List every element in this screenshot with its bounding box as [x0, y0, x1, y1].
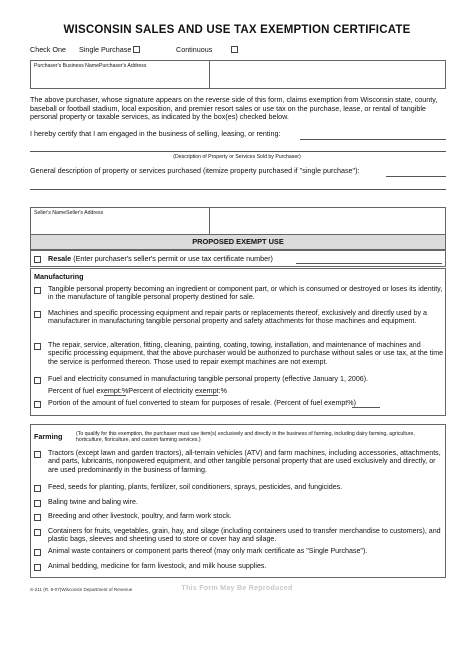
percent-steam-input[interactable] [352, 407, 380, 408]
manufacturing-checkbox-repair[interactable] [34, 343, 41, 350]
farming-note: (To qualify for this exemption, the purchaser must use item(s) exclusively and directly in the business of farming, including dairy farming, agriculture, horticulture, floriculture, and custom farming services.) [76, 431, 415, 444]
farming-checkbox-tractors[interactable] [34, 451, 41, 458]
farming-checkbox-bedding[interactable] [34, 564, 41, 571]
manufacturing-item-machines: Machines and specific processing equipment and repair parts or replacements thereof, exclusively and directly used by a manufacturer in manufacturing tangible personal property and safety attachments for those machines and equipment. [48, 309, 427, 326]
seller-box-label: Seller's NameSeller's Address [34, 210, 104, 216]
seller-address-field[interactable] [209, 207, 447, 235]
farming-item-bedding: Animal bedding, medicine for farm livestock, and milk house supplies. [48, 562, 267, 570]
percent-fuel-line: Percent of fuel exempt:%Percent of electricity exempt:% [48, 386, 227, 395]
manufacturing-checkbox-steam[interactable] [34, 401, 41, 408]
single-purchase-label: Single Purchase [79, 45, 132, 54]
manufacturing-item-fuel: Fuel and electricity consumed in manufacturing tangible personal property (effective January 1, 2006). [48, 375, 369, 383]
general-description-input[interactable] [386, 176, 446, 177]
farming-checkbox-containers[interactable] [34, 529, 41, 536]
form-number: S-211 (R. 9-07)Wisconsin Department of Revenue [30, 587, 133, 592]
farming-item-tractors: Tractors (except lawn and garden tractors), all-terrain vehicles (ATV) and farm machines, including accessories, attachments, and parts, lubricants, nonpowered equipment, and other tangible personal property that are used exclusively and directly, or are used predominantly in the business of farming. [48, 449, 441, 474]
percent-electricity-input[interactable] [196, 395, 218, 396]
farming-checkbox-livestock[interactable] [34, 514, 41, 521]
certify-caption: (Description of Property or Services Sold by Purchaser) [173, 154, 301, 160]
farming-heading: Farming [34, 432, 63, 441]
intro-paragraph: The above purchaser, whose signature appears on the reverse side of this form, claims exemption from Wisconsin state, county, baseball or football stadium, local exposition, and premier resort sales or use tax on the purchase, lease, or rental of tangible personal property or taxable services, as indicated by the box(es) checked below. [30, 95, 438, 122]
business-description-input[interactable] [300, 139, 446, 140]
purchaser-box-label: Purchaser's Business NamePurchaser's Address [34, 63, 147, 69]
general-description-label: General description of property or services purchased (itemize property purchased if "single purchase"): [30, 166, 360, 175]
purchaser-address-field[interactable] [209, 60, 447, 89]
single-purchase-checkbox[interactable] [133, 46, 140, 53]
resale-line [48, 255, 273, 264]
certify-line: I hereby certify that I am engaged in the business of selling, leasing, or renting: [30, 129, 281, 138]
manufacturing-item-steam: Portion of the amount of fuel converted to steam for purposes of resale. (Percent of fuel exempt%) [48, 399, 356, 407]
resale-checkbox[interactable] [34, 256, 41, 263]
manufacturing-checkbox-fuel[interactable] [34, 377, 41, 384]
farming-item-animal-waste: Animal waste containers or component parts thereof (may only mark certificate as "Single Purchase"). [48, 547, 368, 555]
form-title: WISCONSIN SALES AND USE TAX EXEMPTION CERTIFICATE [63, 24, 411, 36]
continuous-label: Continuous [176, 45, 213, 54]
farming-item-twine: Baling twine and baling wire. [48, 498, 138, 506]
percent-fuel-input[interactable] [104, 395, 126, 396]
farming-item-containers: Containers for fruits, vegetables, grain, hay, and silage (including containers used to transfer merchandise to customers), and plastic bags, sleeves and sheeting used to store or cover hay and silage. [48, 527, 441, 544]
resale-text: (Enter purchaser's seller's permit or use tax certificate number) [73, 254, 273, 263]
purchaser-box[interactable] [30, 60, 446, 89]
check-one-label: Check One [30, 45, 66, 54]
manufacturing-item-ingredients: Tangible personal property becoming an ingredient or component part, or which is consumed or destroyed or loses its identity, in the manufacture of tangible personal property destined for sale. [48, 285, 443, 302]
business-description-line[interactable] [30, 151, 446, 152]
farming-checkbox-twine[interactable] [34, 500, 41, 507]
seller-box[interactable] [30, 207, 446, 235]
manufacturing-checkbox-machines[interactable] [34, 311, 41, 318]
manufacturing-item-repair: The repair, service, alteration, fitting, cleaning, painting, coating, towing, installation, and maintenance of machines and specific processing equipment, that the above purchaser would be authorized to purchase without sales or use tax, at the time the service is performed thereon. Those used to repair exempt machines are not exempt. [48, 341, 444, 366]
farming-item-livestock: Breeding and other livestock, poultry, and farm work stock. [48, 512, 232, 520]
manufacturing-heading: Manufacturing [34, 272, 84, 281]
reproduction-notice: This Form May Be Reproduced [181, 585, 293, 592]
resale-label: Resale [48, 254, 72, 263]
farming-checkbox-animal-waste[interactable] [34, 549, 41, 556]
manufacturing-checkbox-ingredients[interactable] [34, 287, 41, 294]
proposed-exempt-use-header: PROPOSED EXEMPT USE [30, 234, 446, 250]
resale-permit-input[interactable] [296, 263, 442, 264]
farming-checkbox-feed[interactable] [34, 485, 41, 492]
general-description-line-1[interactable] [30, 189, 446, 190]
farming-item-feed: Feed, seeds for planting, plants, fertilizer, soil conditioners, sprays, pesticides, and fungicides. [48, 483, 343, 491]
continuous-checkbox[interactable] [231, 46, 238, 53]
